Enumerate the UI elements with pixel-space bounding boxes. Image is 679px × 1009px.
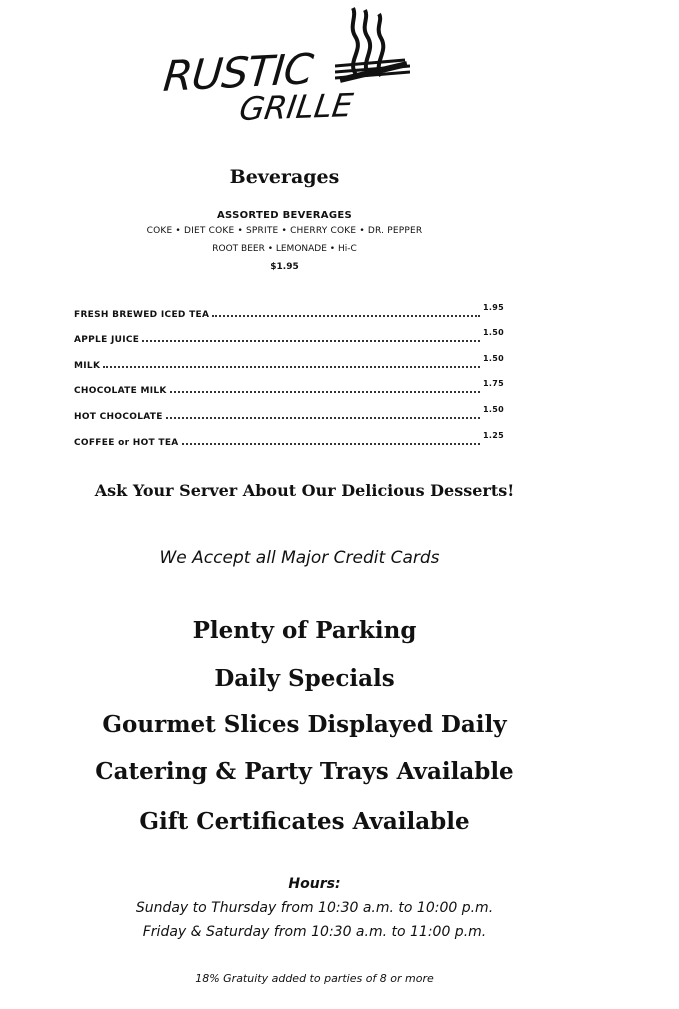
menu-item-name: APPLE JUICE xyxy=(74,335,140,346)
assorted-beverages-price: $1.95 xyxy=(270,262,299,272)
feature-gourmet-slices: Gourmet Slices Displayed Daily xyxy=(102,711,507,738)
menu-item-price: 1.25 xyxy=(483,430,504,440)
feature-parking: Plenty of Parking xyxy=(192,617,417,644)
menu-item xyxy=(74,320,504,346)
restaurant-logo xyxy=(160,6,410,126)
credit-cards-note: We Accept all Major Credit Cards xyxy=(159,548,440,568)
flame-icon xyxy=(335,6,410,86)
logo-grille: GRILLE xyxy=(237,86,356,128)
menu-item-price: 1.50 xyxy=(483,328,504,338)
feature-daily-specials: Daily Specials xyxy=(214,665,395,692)
menu-item-price: 1.50 xyxy=(483,404,504,414)
menu-item-name: FRESH BREWED ICED TEA xyxy=(74,309,210,320)
logo-rustic: RUSTIC xyxy=(161,44,315,101)
menu-item-name: CHOCOLATE MILK xyxy=(74,386,167,397)
menu-item-name: MILK xyxy=(74,360,101,371)
leader-dots xyxy=(142,340,480,342)
menu-item xyxy=(74,422,504,448)
gratuity-note: 18% Gratuity added to parties of 8 or more xyxy=(195,972,434,985)
leader-dots xyxy=(170,391,480,393)
menu-item xyxy=(74,294,504,320)
leader-dots xyxy=(103,366,480,368)
beverage-price-list xyxy=(74,294,504,448)
feature-gift-certificates: Gift Certificates Available xyxy=(139,808,470,835)
leader-dots xyxy=(212,315,480,317)
beverages-title: Beverages xyxy=(229,166,340,188)
menu-item-price: 1.50 xyxy=(483,353,504,363)
hours-weekday: Sunday to Thursday from 10:30 a.m. to 10:00 p.m. xyxy=(135,900,494,916)
assorted-beverages-heading: ASSORTED BEVERAGES xyxy=(217,210,352,221)
feature-catering: Catering & Party Trays Available xyxy=(95,758,514,785)
menu-item-price: 1.75 xyxy=(483,379,504,389)
menu-item xyxy=(74,345,504,371)
menu-item-name: COFFEE or HOT TEA xyxy=(74,437,179,448)
assorted-beverages-list-1: COKE • DIET COKE • SPRITE • CHERRY COKE • DR. PEPPER xyxy=(146,226,423,236)
leader-dots xyxy=(166,417,480,419)
leader-dots xyxy=(182,443,481,445)
menu-item xyxy=(74,396,504,422)
menu-item-name: HOT CHOCOLATE xyxy=(74,411,163,422)
menu-item-price: 1.95 xyxy=(483,302,504,312)
desserts-note: Ask Your Server About Our Delicious Desserts! xyxy=(94,481,515,500)
hours-title: Hours: xyxy=(288,876,341,892)
assorted-beverages-list-2: ROOT BEER • LEMONADE • Hi-C xyxy=(212,244,357,254)
hours-weekend: Friday & Saturday from 10:30 a.m. to 11:00 p.m. xyxy=(142,924,487,940)
menu-item xyxy=(74,371,504,397)
